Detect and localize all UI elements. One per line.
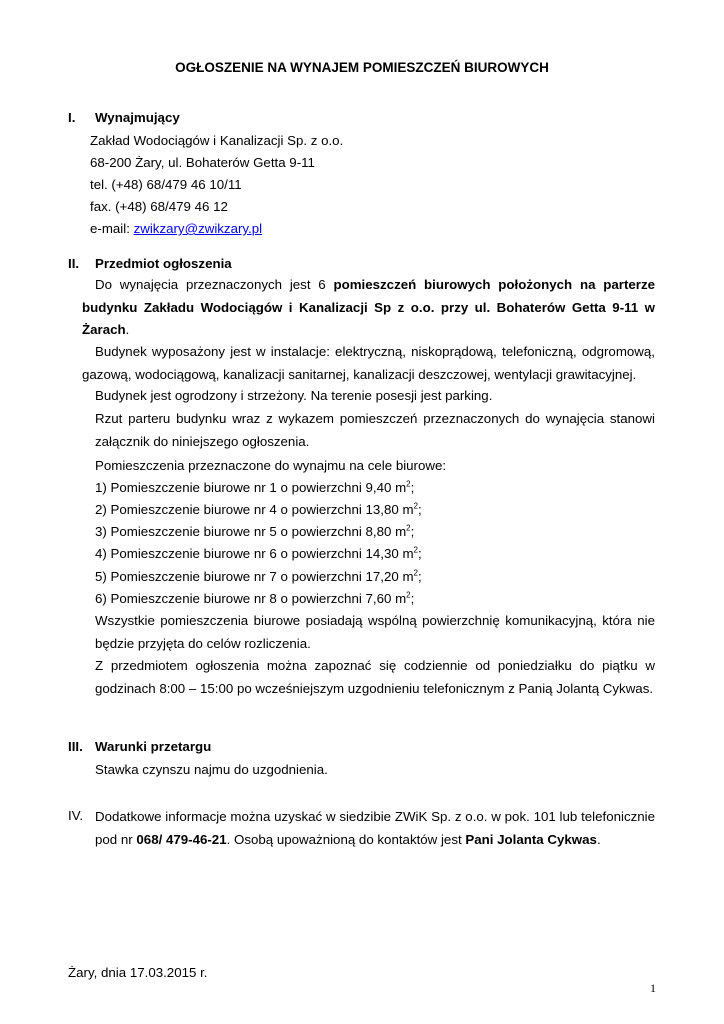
visit-note: Z przedmiotem ogłoszenia można zapoznać się codziennie od poniedziałku do piątku w godzinach 8:00 – 15:00 po wcześniejszym uzgodnieniu telefonicznym z Panią Jolantą Cykwas.: [95, 658, 655, 696]
room-item: 1) Pomieszczenie biurowe nr 1 o powierzchni 9,40 $m^2$;: [95, 479, 415, 495]
section-2-heading: Przedmiot ogłoszenia: [95, 256, 232, 271]
section-1-heading: Wynajmujący: [95, 110, 180, 125]
room-item: 4) Pomieszczenie biurowe nr 6 o powierzchni 14,30 $m^2$;: [95, 545, 422, 561]
landlord-email-line: [90, 221, 262, 236]
building-fenced: Budynek jest ogrodzony i strzeżony. Na terenie posesji jest parking.: [95, 388, 493, 403]
rent-rate-note: Stawka czynszu najmu do uzgodnienia.: [95, 762, 328, 777]
section-3-heading: Warunki przetargu: [95, 739, 212, 754]
shared-area-note: Wszystkie pomieszczenia biurowe posiadają wspólną powierzchnię komunikacyjną, która nie będzie przyjęta do celów rozliczenia.: [95, 613, 655, 651]
room-item: 5) Pomieszczenie biurowe nr 7 o powierzchni 17,20 $m^2$;: [95, 568, 422, 584]
email-link[interactable]: zwikzary@zwikzary.pl: [133, 221, 263, 236]
section-1-number: I.: [68, 110, 76, 125]
page-title: OGŁOSZENIE NA WYNAJEM POMIESZCZEŃ BIUROWYCH: [175, 60, 549, 75]
additional-info: Dodatkowe informacje można uzyskać w siedzibie ZWiK Sp. z o.o. w pok. 101 lub telefonicznie pod nr 068/ 479-46-21. Osobą upoważnioną do kontaktów jest Pani Jolanta Cykwas.: [95, 809, 655, 847]
landlord-address: 68-200 Żary, ul. Bohaterów Getta 9-11: [90, 155, 315, 170]
email-label: e-mail:: [90, 221, 134, 236]
landlord-phone: tel. (+48) 68/479 46 10/11: [90, 177, 242, 192]
page-number: 1: [650, 981, 656, 995]
section-2-number: II.: [68, 256, 80, 271]
building-installations: Budynek wyposażony jest w instalacje: elektryczną, niskoprądową, telefoniczną, odgromową, gazową, wodociągową, kanalizacji sanitarnej, kanalizacji deszczowej, wentylacji grawitacyjnej.: [82, 344, 655, 382]
section-4-number: IV.: [68, 808, 84, 823]
room-item: 2) Pomieszczenie biurowe nr 4 o powierzchni 13,80 $m^2$;: [95, 501, 422, 517]
place-date: Żary, dnia 17.03.2015 r.: [68, 965, 208, 980]
floor-plan-note: Rzut parteru budynku wraz z wykazem pomieszczeń przeznaczonych do wynajęcia stanowi załącznik do niniejszego ogłoszenia.: [95, 411, 655, 449]
room-item: 3) Pomieszczenie biurowe nr 5 o powierzchni 8,80 $m^2$;: [95, 523, 415, 539]
section-3-number: III.: [68, 739, 83, 754]
room-item: 6) Pomieszczenie biurowe nr 8 o powierzchni 7,60 $m^2$;: [95, 590, 415, 606]
landlord-name: Zakład Wodociągów i Kanalizacji Sp. z o.o.: [90, 133, 344, 148]
rooms-intro: Pomieszczenia przeznaczone do wynajmu na cele biurowe:: [95, 458, 447, 473]
landlord-fax: fax. (+48) 68/479 46 12: [90, 199, 228, 214]
subject-intro: Do wynajęcia przeznaczonych jest 6 pomieszczeń biurowych położonych na parterze budynku Zakładu Wodociągów i Kanalizacji Sp z o.o. przy ul. Bohaterów Getta 9-11 w Żarach.: [82, 277, 655, 337]
